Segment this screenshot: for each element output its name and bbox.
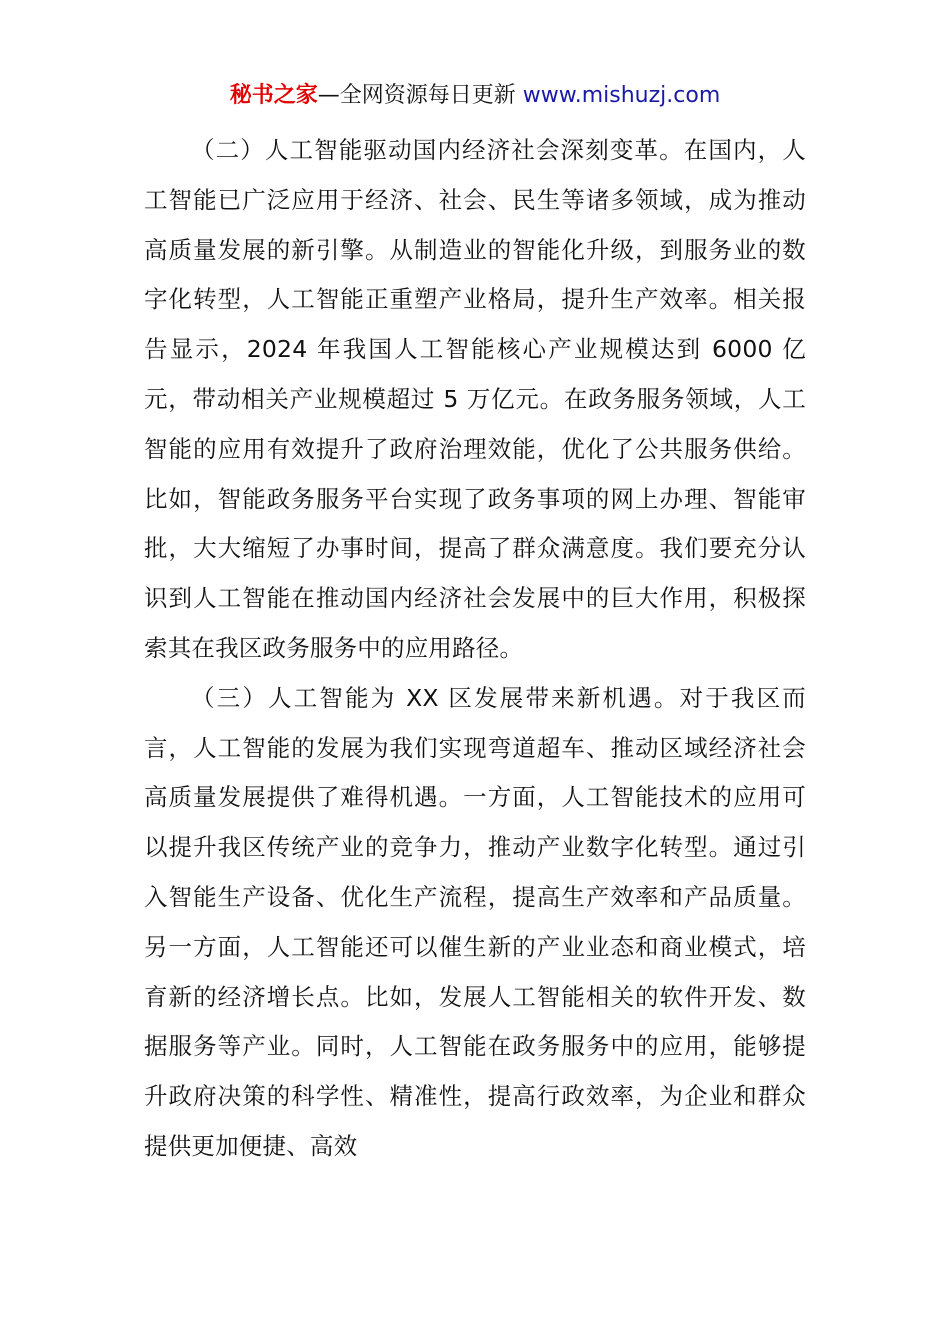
paragraph-section-3: （三）人工智能为 XX 区发展带来新机遇。对于我区而言，人工智能的发展为我们实现弯道超车、推动区域经济社会高质量发展提供了难得机遇。一方面，人工智能技术的应用可以提升我区传统产业的竞争力，推动产业数字化转型。通过引入智能生产设备、优化生产流程，提高生产效率和产品质量。另一方面，人工智能还可以催生新的产业业态和商业模式，培育新的经济增长点。比如，发展人工智能相关的软件开发、数据服务等产业。同时，人工智能在政务服务中的应用，能够提升政府决策的科学性、精准性，提高行政效率，为企业和群众提供更加便捷、高效 bbox=[144, 683, 806, 1160]
document-body bbox=[144, 126, 806, 1172]
site-brand: 秘书之家 bbox=[229, 83, 318, 108]
site-tagline: —全网资源每日更新 bbox=[317, 83, 516, 108]
page-header bbox=[0, 80, 950, 112]
paragraph-section-2: （二）人工智能驱动国内经济社会深刻变革。在国内，人工智能已广泛应用于经济、社会、民生等诸多领域，成为推动高质量发展的新引擎。从制造业的智能化升级，到服务业的数字化转型，人工智能正重塑产业格局，提升生产效率。相关报告显示，2024 年我国人工智能核心产业规模达到 6000 亿元，带动相关产业规模超过 5 万亿元。在政务服务领域，人工智能的应用有效提升了政府治理效能，优化了公共服务供给。比如，智能政务服务平台实现了政务事项的网上办理、智能审批，大大缩短了办事时间，提高了群众满意度。我们要充分认识到人工智能在推动国内经济社会发展中的巨大作用，积极探索其在我区政务服务中的应用路径。 bbox=[144, 136, 806, 662]
site-url-link[interactable]: www.mishuzj.com bbox=[522, 83, 721, 108]
